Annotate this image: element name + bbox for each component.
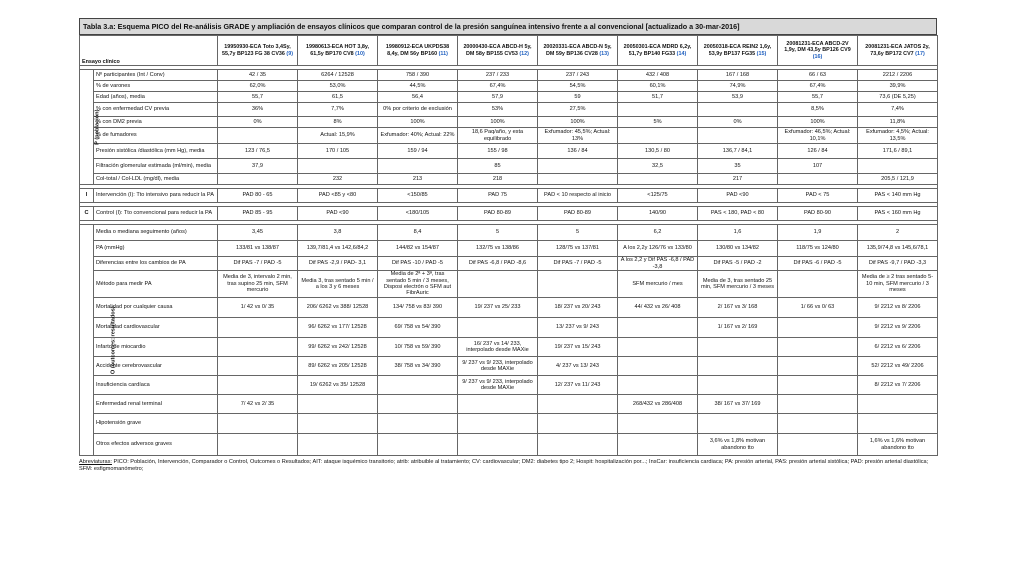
table-cell: 9/ 237 vs 9/ 233, interpolado desde MAXie bbox=[458, 357, 538, 376]
table-cell: 10/ 758 vs 59/ 390 bbox=[378, 338, 458, 357]
table-cell: 99/ 6262 vs 242/ 12528 bbox=[298, 338, 378, 357]
row-label: Presión sistólica /diastólica (mm Hg), media bbox=[94, 144, 218, 159]
table-cell: 11,8% bbox=[858, 117, 938, 128]
table-cell: 35 bbox=[698, 159, 778, 174]
table-cell: 12/ 237 vs 11/ 243 bbox=[538, 376, 618, 395]
trial-reference: (12) bbox=[519, 50, 529, 57]
table-cell bbox=[618, 318, 698, 338]
table-cell: <125/75 bbox=[618, 189, 698, 203]
trial-reference: (13) bbox=[599, 50, 609, 57]
table-cell: 44,5% bbox=[378, 81, 458, 92]
control-group-label: C bbox=[84, 210, 89, 217]
table-cell: PAS < 140 mm Hg bbox=[858, 189, 938, 203]
table-cell: 1,6 bbox=[698, 225, 778, 241]
table-cell: <180/105 bbox=[378, 207, 458, 221]
table-cell: 134/ 758 vs 83/ 390 bbox=[378, 298, 458, 318]
table-cell bbox=[858, 414, 938, 434]
table-cell bbox=[218, 318, 298, 338]
table-cell bbox=[378, 395, 458, 414]
table-cell: 38/ 758 vs 34/ 390 bbox=[378, 357, 458, 376]
table-cell: 217 bbox=[698, 174, 778, 185]
trial-reference: (16) bbox=[812, 53, 823, 60]
table-cell bbox=[298, 414, 378, 434]
trial-header-4 bbox=[458, 36, 538, 66]
table-cell: 432 / 408 bbox=[618, 70, 698, 81]
table-cell: 100% bbox=[538, 117, 618, 128]
row-label: Insuficiencia cardíaca bbox=[94, 376, 218, 395]
table-row bbox=[80, 207, 938, 221]
table-cell bbox=[538, 434, 618, 456]
table-cell bbox=[458, 434, 538, 456]
table-row bbox=[80, 144, 938, 159]
table-cell: 52/ 2212 vs 49/ 2206 bbox=[858, 357, 938, 376]
table-cell bbox=[298, 159, 378, 174]
row-label: % de varones bbox=[94, 81, 218, 92]
table-row bbox=[80, 225, 938, 241]
row-label: Col-total / Col-LDL (mg/dl), media bbox=[94, 174, 218, 185]
table-cell: 3,45 bbox=[218, 225, 298, 241]
table-cell: 135,9/74,8 vs 145,6/78,1 bbox=[858, 241, 938, 257]
table-row bbox=[80, 103, 938, 117]
trial-header-9 bbox=[858, 36, 938, 66]
pico-table-document bbox=[79, 18, 937, 473]
table-cell: 5% bbox=[618, 117, 698, 128]
table-cell bbox=[698, 357, 778, 376]
table-cell: 139,7/81,4 vs 142,6/84,2 bbox=[298, 241, 378, 257]
table-cell: 67,4% bbox=[778, 81, 858, 92]
table-cell: 27,5% bbox=[538, 103, 618, 117]
row-label: PA (mmHg) bbox=[94, 241, 218, 257]
row-label: % con enfermedad CV previa bbox=[94, 103, 218, 117]
table-cell bbox=[698, 414, 778, 434]
table-cell: PAD <90 bbox=[698, 189, 778, 203]
table-cell bbox=[538, 159, 618, 174]
table-cell: 1,9 bbox=[778, 225, 858, 241]
table-cell bbox=[378, 159, 458, 174]
table-cell: PAS < 180, PAD < 80 bbox=[698, 207, 778, 221]
table-cell bbox=[618, 434, 698, 456]
row-label: Accidente cerebrovascular bbox=[94, 357, 218, 376]
table-cell: Dif PAS -7 / PAD -5 bbox=[538, 257, 618, 271]
table-cell bbox=[538, 414, 618, 434]
table-row bbox=[80, 117, 938, 128]
table-cell bbox=[698, 128, 778, 144]
table-cell: 6264 / 12528 bbox=[298, 70, 378, 81]
table-cell: 0% bbox=[698, 117, 778, 128]
table-cell: 19/ 237 vs 15/ 243 bbox=[538, 338, 618, 357]
population-group-label: P (población) bbox=[94, 109, 101, 145]
table-row bbox=[80, 376, 938, 395]
table-cell: 59 bbox=[538, 92, 618, 103]
table-cell: 32,5 bbox=[618, 159, 698, 174]
table-cell: 758 / 390 bbox=[378, 70, 458, 81]
table-cell bbox=[778, 395, 858, 414]
control-group bbox=[80, 207, 94, 221]
table-cell: 232 bbox=[298, 174, 378, 185]
table-cell bbox=[538, 395, 618, 414]
row-label: Diferencias entre los cambios de PA bbox=[94, 257, 218, 271]
table-cell: 7/ 42 vs 2/ 35 bbox=[218, 395, 298, 414]
table-cell: 0% por criterio de exclusión bbox=[378, 103, 458, 117]
table-cell bbox=[618, 174, 698, 185]
row-label: Edad (años), media bbox=[94, 92, 218, 103]
table-cell: Media de 3, tras sentado 25 min, SFM mercurio / 3 meses bbox=[698, 271, 778, 298]
table-cell: PAD 80-89 bbox=[458, 207, 538, 221]
row-label: Infarto de miocardio bbox=[94, 338, 218, 357]
table-cell: 118/75 vs 124/80 bbox=[778, 241, 858, 257]
table-cell: 100% bbox=[778, 117, 858, 128]
table-cell: 133/81 vs 138/87 bbox=[218, 241, 298, 257]
table-cell: PAD 80 - 65 bbox=[218, 189, 298, 203]
table-cell: 7,7% bbox=[298, 103, 378, 117]
table-cell bbox=[538, 174, 618, 185]
table-row bbox=[80, 357, 938, 376]
table-cell: 128/75 vs 137/81 bbox=[538, 241, 618, 257]
table-cell: 155 / 98 bbox=[458, 144, 538, 159]
table-cell: 8,5% bbox=[778, 103, 858, 117]
table-cell: 16/ 237 vs 14/ 233, interpolado desde MAXie bbox=[458, 338, 538, 357]
table-row bbox=[80, 159, 938, 174]
table-cell: PAD < 10 respecto al inicio bbox=[538, 189, 618, 203]
table-cell bbox=[778, 434, 858, 456]
trial-name: 19980613-ECA HOT 3,8y, 61,5y BP170 CV8 bbox=[306, 44, 369, 57]
table-cell: 18/ 237 vs 20/ 243 bbox=[538, 298, 618, 318]
table-row bbox=[80, 128, 938, 144]
table-cell: Media de 2ª + 3ª, tras sentado 5 min / 3 meses, Disposi electrón o SFM aut FibrAuric bbox=[378, 271, 458, 298]
table-cell: 206/ 6262 vs 388/ 12528 bbox=[298, 298, 378, 318]
table-cell: 56,4 bbox=[378, 92, 458, 103]
table-cell: 61,5 bbox=[298, 92, 378, 103]
table-cell: 171,6 / 89,1 bbox=[858, 144, 938, 159]
table-cell: 55,7 bbox=[218, 92, 298, 103]
table-cell bbox=[858, 395, 938, 414]
abbreviations-footer bbox=[79, 459, 937, 473]
table-cell: 66 / 63 bbox=[778, 70, 858, 81]
table-cell: PAD 85 - 95 bbox=[218, 207, 298, 221]
trial-header-5 bbox=[538, 36, 618, 66]
table-cell: PAD <90 bbox=[298, 207, 378, 221]
table-cell: 60,1% bbox=[618, 81, 698, 92]
table-row bbox=[80, 257, 938, 271]
row-label: Mortalidad por cualquier causa bbox=[94, 298, 218, 318]
outcomes-group-label: O (outcomes: resultados) bbox=[110, 306, 117, 374]
table-cell: 159 / 94 bbox=[378, 144, 458, 159]
table-cell bbox=[218, 338, 298, 357]
population-group bbox=[80, 70, 101, 185]
table-cell bbox=[218, 434, 298, 456]
row-label: Hipotensión grave bbox=[94, 414, 218, 434]
table-cell bbox=[698, 103, 778, 117]
table-cell bbox=[778, 318, 858, 338]
table-cell: A los 2,2 y Dif PAS -6,8 / PAD -3,8 bbox=[618, 257, 698, 271]
table-cell: 37,9 bbox=[218, 159, 298, 174]
table-row bbox=[80, 174, 938, 185]
trial-header-1 bbox=[218, 36, 298, 66]
trial-reference: (11) bbox=[438, 50, 448, 57]
table-cell bbox=[538, 271, 618, 298]
table-cell: 6/ 2212 vs 6/ 2206 bbox=[858, 338, 938, 357]
abbreviations-label: Abreviaturas: bbox=[79, 459, 112, 465]
table-cell bbox=[778, 414, 858, 434]
row-label: Método para medir PA bbox=[94, 271, 218, 298]
table-cell: 3,6% vs 1,8% motivan abandono tto bbox=[698, 434, 778, 456]
table-cell bbox=[858, 159, 938, 174]
table-cell bbox=[298, 395, 378, 414]
trial-reference: (14) bbox=[676, 50, 687, 57]
table-cell: SFM mercurio / mes bbox=[618, 271, 698, 298]
table-cell: 8% bbox=[298, 117, 378, 128]
table-cell: 51,7 bbox=[618, 92, 698, 103]
trial-reference: (15) bbox=[756, 50, 767, 57]
table-cell: 85 bbox=[458, 159, 538, 174]
table-cell: 2 bbox=[858, 225, 938, 241]
table-cell: 8/ 2212 vs 7/ 2206 bbox=[858, 376, 938, 395]
table-cell: 5 bbox=[458, 225, 538, 241]
table-cell: 100% bbox=[378, 117, 458, 128]
row-label: Media o mediana seguimento (años) bbox=[94, 225, 218, 241]
table-cell: 167 / 168 bbox=[698, 70, 778, 81]
table-cell bbox=[458, 395, 538, 414]
table-cell: Exfumador: 4,5%; Actual: 13,5% bbox=[858, 128, 938, 144]
table-cell: 136,7 / 84,1 bbox=[698, 144, 778, 159]
table-cell: A los 2,2y 126/76 vs 133/80 bbox=[618, 241, 698, 257]
table-cell: <150/85 bbox=[378, 189, 458, 203]
table-row bbox=[80, 318, 938, 338]
table-cell: 1,6% vs 1,6% motivan abandono tto bbox=[858, 434, 938, 456]
table-cell bbox=[618, 376, 698, 395]
table-cell: 218 bbox=[458, 174, 538, 185]
trial-header-2 bbox=[298, 36, 378, 66]
trial-header-3 bbox=[378, 36, 458, 66]
table-cell: Media 3, tras sentado 5 min / a los 3 y 6 meses bbox=[298, 271, 378, 298]
table-cell bbox=[458, 318, 538, 338]
table-cell bbox=[458, 414, 538, 434]
table-cell bbox=[378, 376, 458, 395]
table-cell: 69/ 758 vs 54/ 390 bbox=[378, 318, 458, 338]
table-cell bbox=[218, 174, 298, 185]
table-cell: 73,6 (DE 5,25) bbox=[858, 92, 938, 103]
table-cell bbox=[778, 174, 858, 185]
row-label: % con DM2 previa bbox=[94, 117, 218, 128]
table-cell: Media de 3, intervalo 2 min, tras supino 25 min, SFM mercurio bbox=[218, 271, 298, 298]
table-cell bbox=[618, 414, 698, 434]
table-cell bbox=[778, 376, 858, 395]
pico-table bbox=[79, 35, 938, 456]
table-cell: 19/ 237 vs 25/ 233 bbox=[458, 298, 538, 318]
table-cell: 170 / 105 bbox=[298, 144, 378, 159]
table-cell: Actual: 15,9% bbox=[298, 128, 378, 144]
table-cell: 2/ 167 vs 3/ 168 bbox=[698, 298, 778, 318]
table-cell: 4/ 237 vs 13/ 243 bbox=[538, 357, 618, 376]
table-cell: Dif PAS -9,7 / PAD -3,3 bbox=[858, 257, 938, 271]
table-cell bbox=[618, 103, 698, 117]
table-cell: 268/432 vs 286/408 bbox=[618, 395, 698, 414]
table-cell: 53,0% bbox=[298, 81, 378, 92]
table-row bbox=[80, 414, 938, 434]
table-cell: 2212 / 2206 bbox=[858, 70, 938, 81]
table-row bbox=[80, 338, 938, 357]
table-cell: 237 / 243 bbox=[538, 70, 618, 81]
table-cell: PAS < 160 mm Hg bbox=[858, 207, 938, 221]
table-cell: PAD <85 y <80 bbox=[298, 189, 378, 203]
table-cell: 144/82 vs 154/87 bbox=[378, 241, 458, 257]
table-cell: 38/ 167 vs 37/ 169 bbox=[698, 395, 778, 414]
table-cell: Dif PAS -6 / PAD -5 bbox=[778, 257, 858, 271]
table-cell bbox=[618, 357, 698, 376]
table-cell bbox=[618, 128, 698, 144]
table-cell: 9/ 2212 vs 8/ 2206 bbox=[858, 298, 938, 318]
table-cell: PAD 80-89 bbox=[538, 207, 618, 221]
table-cell: 18,6 Paq/año, y esta equilibrado bbox=[458, 128, 538, 144]
table-row bbox=[80, 298, 938, 318]
table-cell: Dif PAS -10 / PAD -5 bbox=[378, 257, 458, 271]
trial-header-7 bbox=[698, 36, 778, 66]
table-cell bbox=[698, 338, 778, 357]
table-cell: 55,7 bbox=[778, 92, 858, 103]
table-cell: 62,0% bbox=[218, 81, 298, 92]
table-cell: PAD 75 bbox=[458, 189, 538, 203]
trial-name: 20000430-ECA ABCD-H 5y, DM 58y BP155 CV53 bbox=[463, 44, 532, 57]
table-cell: 19/ 6262 vs 35/ 12528 bbox=[298, 376, 378, 395]
table-cell: 130/80 vs 134/82 bbox=[698, 241, 778, 257]
row-label: Enfermedad renal terminal bbox=[94, 395, 218, 414]
table-cell: 67,4% bbox=[458, 81, 538, 92]
table-cell: Dif PAS -7 / PAD -5 bbox=[218, 257, 298, 271]
table-cell: 96/ 6262 vs 177/ 12528 bbox=[298, 318, 378, 338]
table-cell: 1/ 167 vs 2/ 169 bbox=[698, 318, 778, 338]
table-cell: 54,5% bbox=[538, 81, 618, 92]
table-cell: 57,9 bbox=[458, 92, 538, 103]
intervention-group bbox=[80, 189, 94, 203]
table-cell: 42 / 35 bbox=[218, 70, 298, 81]
table-cell: 53% bbox=[458, 103, 538, 117]
table-cell: 1/ 66 vs 0/ 63 bbox=[778, 298, 858, 318]
table-cell: 100% bbox=[458, 117, 538, 128]
table-cell: 36% bbox=[218, 103, 298, 117]
table-cell: 8,4 bbox=[378, 225, 458, 241]
table-cell bbox=[218, 128, 298, 144]
trial-column-header: Ensayo clínico bbox=[80, 36, 218, 66]
table-cell: 123 / 76,5 bbox=[218, 144, 298, 159]
table-cell: PAD 80-90 bbox=[778, 207, 858, 221]
row-label: Control (I): Tto convencional para reducir la PA bbox=[94, 207, 218, 221]
table-cell: 1/ 42 vs 0/ 35 bbox=[218, 298, 298, 318]
table-cell bbox=[218, 414, 298, 434]
row-label: Otros efectos adversos graves bbox=[94, 434, 218, 456]
table-cell: 107 bbox=[778, 159, 858, 174]
table-cell bbox=[378, 414, 458, 434]
row-label: Nº participantes (Int / Conv) bbox=[94, 70, 218, 81]
table-cell bbox=[378, 434, 458, 456]
table-cell: 13/ 237 vs 9/ 243 bbox=[538, 318, 618, 338]
table-cell: 39,9% bbox=[858, 81, 938, 92]
table-cell: 89/ 6262 vs 205/ 12528 bbox=[298, 357, 378, 376]
table-cell: 6,2 bbox=[618, 225, 698, 241]
trial-header-6 bbox=[618, 36, 698, 66]
table-cell: Dif PAS -5 / PAD -2 bbox=[698, 257, 778, 271]
table-cell bbox=[778, 271, 858, 298]
table-cell: 3,8 bbox=[298, 225, 378, 241]
trial-header-8 bbox=[778, 36, 858, 66]
abbreviations-text: PICO: Población, Intervención, Comparador o Control, Outcomes o Resultados; AIT: ataque isquémico transitorio; atrib: atribuible al tratamiento; CV: cardiovascular; DM2: diabetes tipo 2; Hospit: hospitalización por...; InsCar: insuficiencia cardiaca; PA: presión arterial, PAS: presión arterial sistólica; PAD: presión arterial diastólica; SFM: esfigmomanómetro; bbox=[79, 459, 929, 472]
trial-name: 20050301-ECA MDRD 6,2y, 51,7y BP140 FG33 bbox=[623, 44, 692, 57]
table-row bbox=[80, 70, 938, 81]
row-label: Filtración glomerular estimada (ml/min), media bbox=[94, 159, 218, 174]
table-cell: 136 / 84 bbox=[538, 144, 618, 159]
table-cell bbox=[298, 434, 378, 456]
table-cell: Dif PAS -2,9 / PAD- 3,1 bbox=[298, 257, 378, 271]
table-cell: 9/ 2212 vs 9/ 2206 bbox=[858, 318, 938, 338]
table-cell: 205,5 / 121,9 bbox=[858, 174, 938, 185]
table-cell: PAD < 75 bbox=[778, 189, 858, 203]
table-cell: 132/75 vs 138/86 bbox=[458, 241, 538, 257]
table-row bbox=[80, 92, 938, 103]
table-cell bbox=[698, 376, 778, 395]
table-cell: 7,4% bbox=[858, 103, 938, 117]
trial-name: 20081231-ECA ABCD-2V 1,9y, DM 43,5y BP126 CV9 bbox=[784, 40, 851, 54]
table-cell: 74,9% bbox=[698, 81, 778, 92]
table-cell: Media de ≥ 2 tras sentado 5-10 min, SFM mercurio / 3 meses bbox=[858, 271, 938, 298]
table-cell: 0% bbox=[218, 117, 298, 128]
table-cell: Exfumador: 45,5%; Actual: 13% bbox=[538, 128, 618, 144]
table-cell: 140/90 bbox=[618, 207, 698, 221]
table-cell: 53,9 bbox=[698, 92, 778, 103]
trial-name: 20081231-ECA JATOS 2y, 73,6y BP172 CV7 bbox=[865, 44, 930, 57]
trial-name: 20020331-ECA ABCD-N 5y, DM 59y BP136 CV28 bbox=[543, 44, 612, 57]
table-cell bbox=[778, 338, 858, 357]
trial-name: 19980912-ECA UKPDS38 8,4y, DM 56y BP160 bbox=[385, 44, 450, 57]
trial-reference: (17) bbox=[915, 50, 925, 57]
table-cell bbox=[458, 271, 538, 298]
row-label: % de fumadores bbox=[94, 128, 218, 144]
table-cell: Dif PAS -6,8 / PAD -8,6 bbox=[458, 257, 538, 271]
trial-reference: (10) bbox=[355, 50, 365, 57]
table-row bbox=[80, 395, 938, 414]
table-cell: Exfumador: 46,5%; Actual: 10,1% bbox=[778, 128, 858, 144]
table-row bbox=[80, 81, 938, 92]
table-cell: 44/ 432 vs 26/ 408 bbox=[618, 298, 698, 318]
table-cell bbox=[218, 357, 298, 376]
trial-name: 20050318-ECA REIN2 1,6y, 53,9y BP137 FG35 bbox=[703, 44, 772, 57]
table-cell: 237 / 233 bbox=[458, 70, 538, 81]
table-cell: 213 bbox=[378, 174, 458, 185]
intervention-group-label: I bbox=[85, 192, 88, 199]
table-row bbox=[80, 271, 938, 298]
table-cell: 5 bbox=[538, 225, 618, 241]
table-cell: 130,5 / 80 bbox=[618, 144, 698, 159]
table-row bbox=[80, 434, 938, 456]
trial-name: 19950930-ECA Toto 3,4Sy, 55,7y BP123 FG 38 CV36 bbox=[221, 44, 291, 57]
table-row bbox=[80, 241, 938, 257]
trial-reference: (9) bbox=[286, 50, 294, 57]
table-cell: Exfumador: 40%; Actual: 22% bbox=[378, 128, 458, 144]
table-row bbox=[80, 189, 938, 203]
table-cell: 9/ 237 vs 9/ 233, interpolado desde MAXie bbox=[458, 376, 538, 395]
row-label: Intervención (I): Tto intensivo para reducir la PA bbox=[94, 189, 218, 203]
table-title: Tabla 3.a: Esquema PICO del Re-análisis GRADE y ampliación de ensayos clínicos que comparan control de la presión sanguínea intensivo frente a al convencional [actualizado a 30-mar-2016] bbox=[79, 18, 937, 35]
row-label: Mortalidad cardiovascular bbox=[94, 318, 218, 338]
table-cell bbox=[218, 376, 298, 395]
table-cell: 126 / 84 bbox=[778, 144, 858, 159]
table-cell bbox=[778, 357, 858, 376]
table-cell bbox=[618, 338, 698, 357]
